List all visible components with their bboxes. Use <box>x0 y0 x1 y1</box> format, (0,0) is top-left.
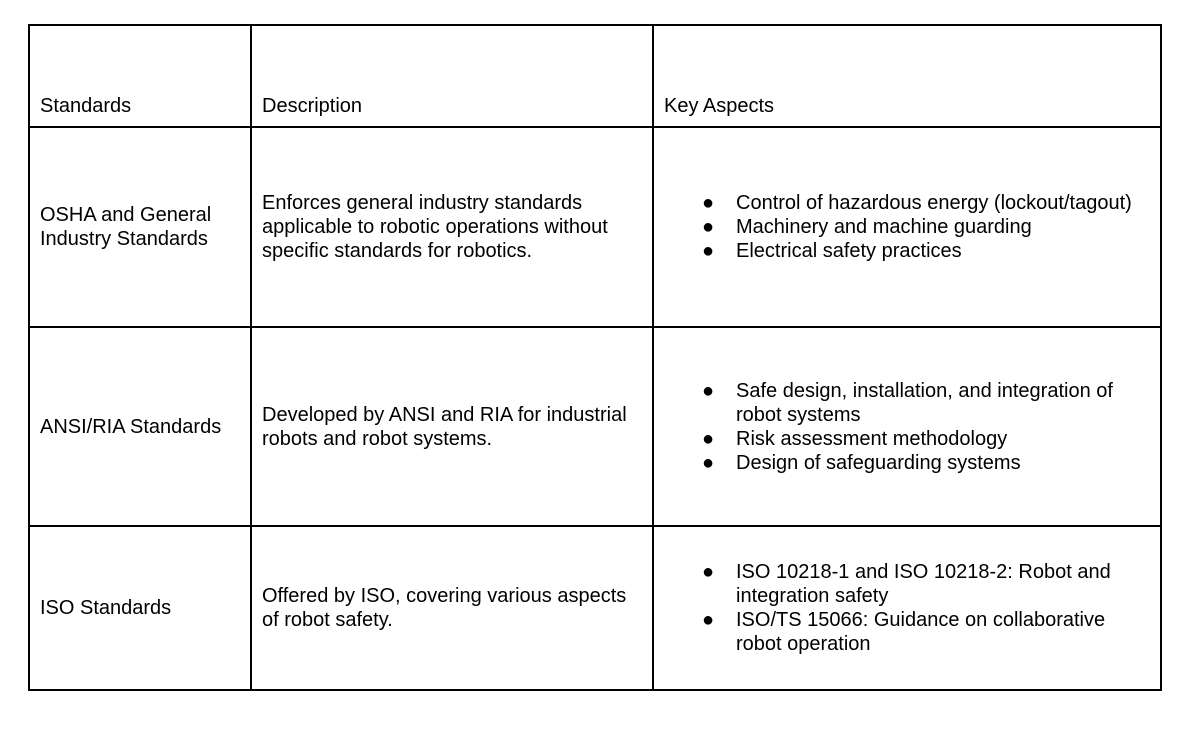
table-row <box>29 327 1161 526</box>
aspects-cell <box>653 127 1161 327</box>
table-row <box>29 526 1161 690</box>
list-item: ● Risk assessment methodology <box>702 427 1008 450</box>
header-standards: Standards <box>29 25 251 127</box>
list-item: ● Control of hazardous energy (lockout/tagout) <box>702 192 1132 214</box>
bullet-icon: ● <box>702 192 715 214</box>
header-key-aspects: Key Aspects <box>653 25 1161 127</box>
standard-cell: OSHA and General Industry Standards <box>29 127 251 327</box>
aspects-cell <box>653 526 1161 690</box>
bullet-icon: ● <box>702 216 715 238</box>
bullet-icon: ● <box>702 561 715 583</box>
standards-table <box>28 24 1162 691</box>
description-cell: Developed by ANSI and RIA for industrial robots and robot systems. <box>251 327 653 526</box>
aspects-list <box>664 191 1150 263</box>
bullet-icon: ● <box>702 379 715 402</box>
bullet-icon: ● <box>702 451 715 474</box>
table-row <box>29 127 1161 327</box>
list-item: ● Machinery and machine guarding <box>702 216 1032 238</box>
header-description: Description <box>251 25 653 127</box>
bullet-icon: ● <box>702 427 715 450</box>
list-item: ● Safe design, installation, and integration of robot systems <box>702 379 1113 426</box>
bullet-icon: ● <box>702 609 715 631</box>
list-item: ● ISO 10218-1 and ISO 10218-2: Robot and integration safety <box>702 561 1111 607</box>
aspects-cell <box>653 327 1161 526</box>
aspects-list <box>664 379 1150 475</box>
header-row <box>29 25 1161 127</box>
aspects-list <box>664 560 1150 656</box>
standard-cell: ISO Standards <box>29 526 251 690</box>
list-item: ● Design of safeguarding systems <box>702 451 1021 474</box>
list-item: ● ISO/TS 15066: Guidance on collaborative robot operation <box>702 609 1106 655</box>
list-item: ● Electrical safety practices <box>702 240 962 262</box>
description-cell: Enforces general industry standards applicable to robotic operations without specific standards for robotics. <box>251 127 653 327</box>
standard-cell: ANSI/RIA Standards <box>29 327 251 526</box>
description-cell: Offered by ISO, covering various aspects of robot safety. <box>251 526 653 690</box>
bullet-icon: ● <box>702 240 715 262</box>
